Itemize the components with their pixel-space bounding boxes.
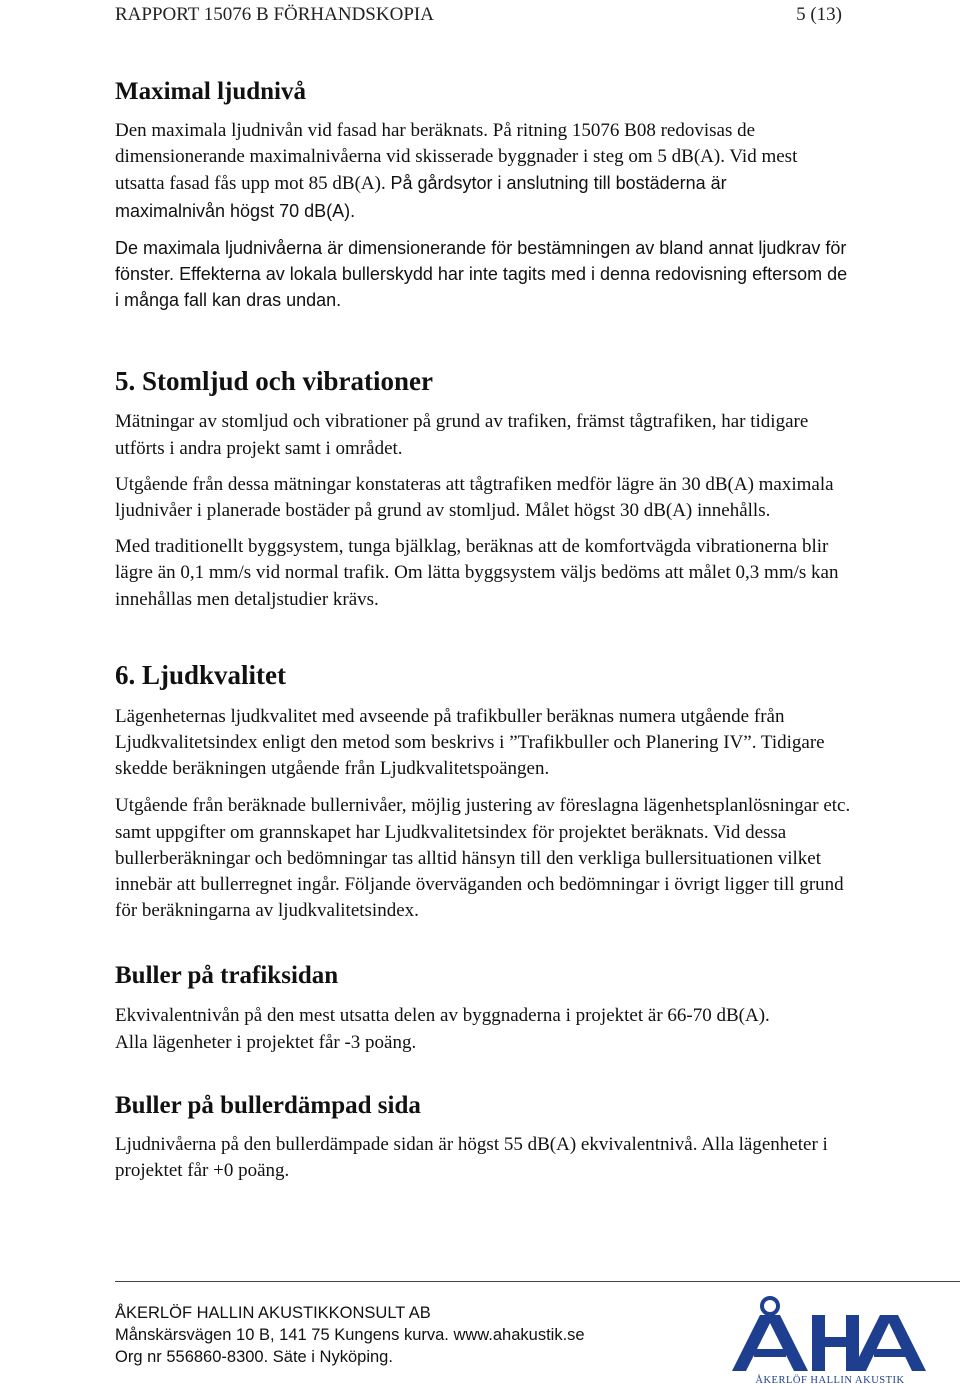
footer-address: Månskärsvägen 10 B, 141 75 Kungens kurva. www.ahakustik.se (115, 1326, 585, 1344)
paragraph-stomljud-2: Utgående från dessa mätningar konstateras att tågtrafiken medför lägre än 30 dB(A) maximala ljudnivåer i planerade bostäder på grund av stomljud. Målet högst 30 dB(A) innehålls. (115, 473, 834, 522)
document-body (115, 78, 865, 1184)
paragraph-maximal-2 (115, 235, 850, 314)
aha-logo-mark (732, 1298, 926, 1371)
heading-buller-trafiksidan: Buller på trafiksidan (115, 962, 339, 990)
aha-logo (730, 1293, 930, 1385)
paragraph-maximal-1b: På gårdsytor i anslutning till bostäderna är maximalnivån högst 70 dB(A). (115, 173, 727, 221)
paragraph-maximal-2a: De maximala ljudnivåerna är dimensionerande för bestämningen av bland annat ljudkrav för fönster. (115, 237, 847, 285)
paragraph-trafiksidan: Ekvivalentnivån på den mest utsatta delen av byggnaderna i projektet är 66-70 dB(A). Alla lägenheter i projektet får -3 poäng. (115, 1005, 770, 1053)
heading-stomljud: 5. Stomljud och vibrationer (115, 366, 434, 397)
footer-divider (115, 1281, 960, 1282)
page-number: 5 (13) (796, 4, 842, 25)
page-footer (115, 1302, 585, 1368)
report-title: RAPPORT 15076 B FÖRHANDSKOPIA (115, 4, 434, 25)
heading-buller-bullerdampad: Buller på bullerdämpad sida (115, 1091, 421, 1119)
footer-company: ÅKERLÖF HALLIN AKUSTIKKONSULT AB (115, 1304, 431, 1322)
paragraph-maximal-1 (115, 118, 835, 225)
heading-ljudkvalitet: 6. Ljudkvalitet (115, 659, 287, 690)
page-header (115, 4, 842, 26)
paragraph-ljudkvalitet-1: Lägenheternas ljudkvalitet med avseende på trafikbuller beräknas numera utgående från Ljudkvalitetsindex enligt den metod som beskrivs i ”Trafikbuller och Planering IV”. Tidigare skedde beräkningen utgående från Ljudkvalitetspoängen. (115, 705, 825, 780)
paragraph-ljudkvalitet-2: Utgående från beräknade bullernivåer, möjlig justering av föreslagna lägenhetsplanlösningar etc. samt uppgifter om grannskapet har Ljudkvalitetsindex för projektet beräknats. Vid dessa bullerberäkningar och bedömningar tas alltid hänsyn till den verkliga bullersituationen vilket innebär att bullerregnet ingår. Följande överväganden och bedömningar i övrigt ligger till grund för beräkningarna av ljudkvalitetsindex. (115, 795, 851, 922)
paragraph-maximal-2b: Effekterna av lokala bullerskydd har inte tagits med i denna redovisning eftersom de i många fall kan dras undan. (115, 264, 848, 311)
paragraph-maximal-1a: Den maximala ljudnivån vid fasad har beräknats. På ritning 15076 B08 redovisas de dimensionerande maximalnivåerna vid skisserade byggnader i steg om 5 dB(A). Vid mest utsatta fasad fås upp mot 85 dB(A). (115, 120, 798, 195)
footer-org: Org nr 556860-8300. Säte i Nyköping. (115, 1348, 393, 1366)
paragraph-stomljud-3: Med traditionellt byggsystem, tunga bjälklag, beräknas att de komfortvägda vibrationerna blir lägre än 0,1 mm/s vid normal trafik. Om lätta byggsystem väljs bedöms att målet 0,3 mm/s kan innehållas men detaljstudier krävs. (115, 536, 839, 610)
paragraph-stomljud-1: Mätningar av stomljud och vibrationer på grund av trafiken, främst tågtrafiken, har tidigare utförts i andra projekt samt i området. (115, 411, 809, 459)
logo-company-name: ÅKERLÖF HALLIN AKUSTIK (755, 1375, 905, 1385)
heading-maximal-ljudniva: Maximal ljudnivå (115, 78, 306, 105)
paragraph-bullerdampad: Ljudnivåerna på den bullerdämpade sidan är högst 55 dB(A) ekvivalentnivå. Alla lägenheter i projektet får +0 poäng. (115, 1133, 828, 1182)
